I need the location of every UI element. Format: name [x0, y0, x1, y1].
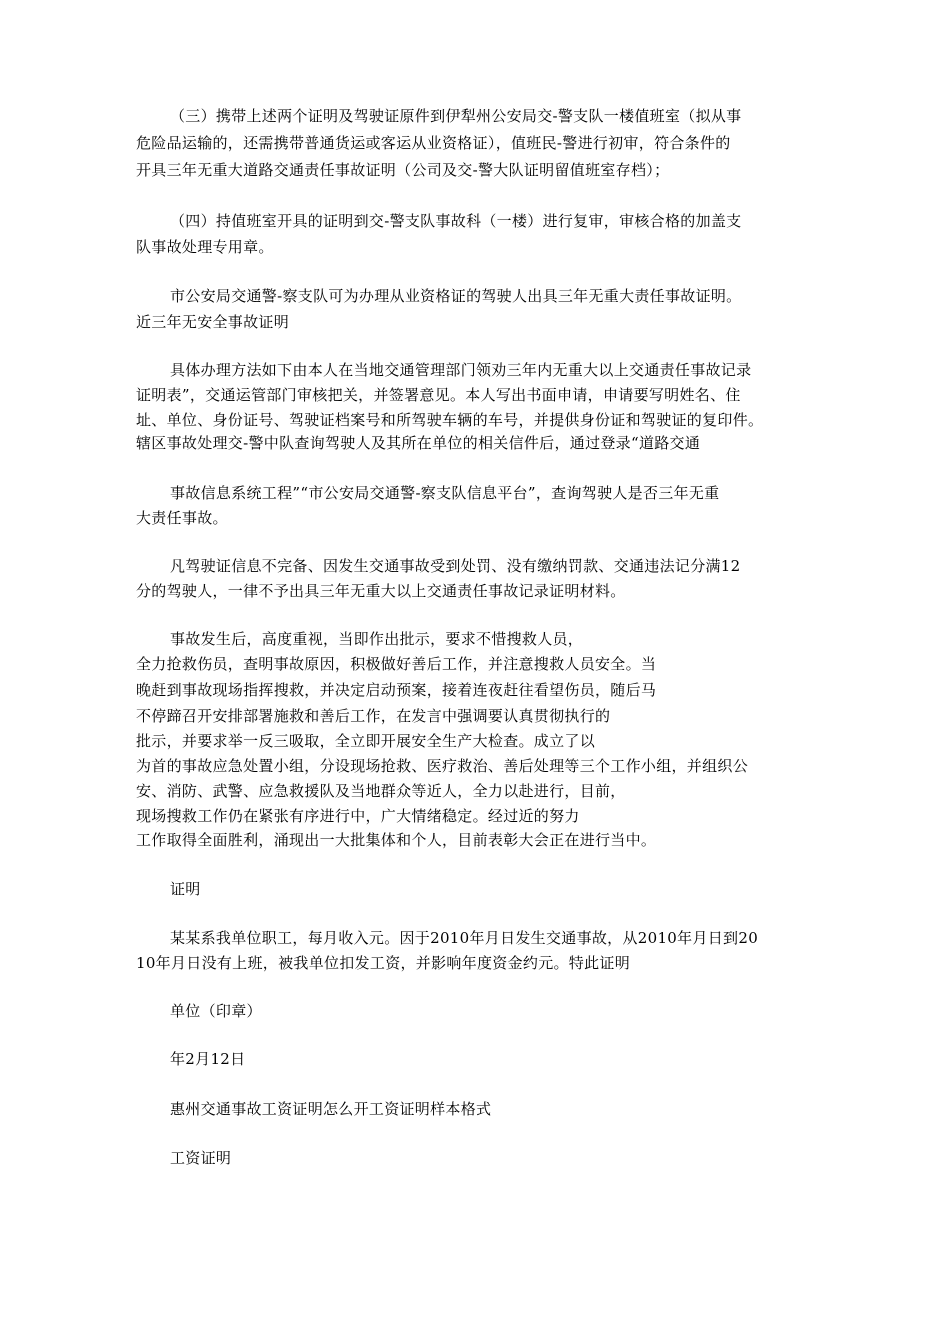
- paragraph-line: 证明表”，交通运管部门审核把关，并签署意见。本人写出书面申请，申请要写明姓名、住: [136, 386, 741, 404]
- paragraph-line: 某某系我单位职工，每月收入元。因于2010年月日发生交通事故，从2010年月日到20: [170, 929, 759, 947]
- paragraph-line: 市公安局交通警-察支队可为办理从业资格证的驾驶人出具三年无重大责任事故证明。: [170, 287, 742, 305]
- date-line: 年2月12日: [170, 1050, 246, 1068]
- paragraph-line: （四）持值班室开具的证明到交-警支队事故科（一楼）进行复审，审核合格的加盖支: [170, 212, 742, 230]
- paragraph-line: 批示，并要求举一反三吸取，全立即开展安全生产大检查。成立了以: [136, 732, 596, 750]
- paragraph-line: 大责任事故。: [136, 509, 228, 527]
- paragraph-line: 分的驾驶人，一律不予出具三年无重大以上交通责任事故记录证明材料。: [136, 582, 626, 600]
- signature-unit: 单位（印章）: [170, 1002, 262, 1020]
- paragraph-line: 全力抢救伤员，查明事故原因，积极做好善后工作，并注意搜救人员安全。当: [136, 655, 657, 673]
- paragraph-line: 事故信息系统工程”“市公安局交通警-察支队信息平台”，查询驾驶人是否三年无重: [170, 484, 720, 502]
- paragraph-line: 10年月日没有上班，被我单位扣发工资，并影响年度资金约元。特此证明: [136, 954, 630, 972]
- paragraph-line: 具体办理方法如下由本人在当地交通管理部门领劝三年内无重大以上交通责任事故记录: [170, 361, 752, 379]
- paragraph-line: 事故发生后，高度重视，当即作出批示，要求不惜搜救人员，: [170, 630, 584, 648]
- paragraph-line: 队事故处理专用章。: [136, 238, 274, 256]
- section-heading: 证明: [170, 880, 201, 898]
- paragraph-line: 为首的事故应急处置小组，分设现场抢救、医疗救治、善后处理等三个工作小组，并组织公: [136, 757, 749, 775]
- paragraph-line: 辖区事故处理交-警中队查询驾驶人及其所在单位的相关信件后，通过登录“道路交通: [136, 434, 701, 452]
- paragraph-line: 危险品运输的，还需携带普通货运或客运从业资格证），值班民-警进行初审，符合条件的: [136, 134, 731, 152]
- paragraph-line: 现场搜救工作仍在紧张有序进行中，广大情绪稳定。经过近的努力: [136, 807, 580, 825]
- paragraph-line: 不停蹄召开安排部署施救和善后工作，在发言中强调要认真贯彻执行的: [136, 707, 611, 725]
- paragraph-line: 晚赶到事故现场指挥搜救，并决定启动预案，接着连夜赶往看望伤员，随后马: [136, 681, 657, 699]
- paragraph-line: 近三年无安全事故证明: [136, 313, 290, 331]
- paragraph-line: （三）携带上述两个证明及驾驶证原件到伊犁州公安局交-警支队一楼值班室（拟从事: [170, 107, 742, 125]
- paragraph-line: 凡驾驶证信息不完备、因发生交通事故受到处罚、没有缴纳罚款、交通违法记分满12: [170, 557, 741, 575]
- paragraph-line: 址、单位、身份证号、驾驶证档案号和所驾驶车辆的车号，并提供身份证和驾驶证的复印件。: [136, 411, 764, 429]
- paragraph-line: 工作取得全面胜利，涌现出一大批集体和个人，目前表彰大会正在进行当中。: [136, 831, 657, 849]
- paragraph-line: 安、消防、武警、应急救援队及当地群众等近人，全力以赴进行，目前，: [136, 782, 626, 800]
- section-heading: 惠州交通事故工资证明怎么开工资证明样本格式: [170, 1100, 492, 1118]
- paragraph-line: 开具三年无重大道路交通责任事故证明（公司及交-警大队证明留值班室存档）；: [136, 161, 670, 179]
- section-heading: 工资证明: [170, 1149, 232, 1167]
